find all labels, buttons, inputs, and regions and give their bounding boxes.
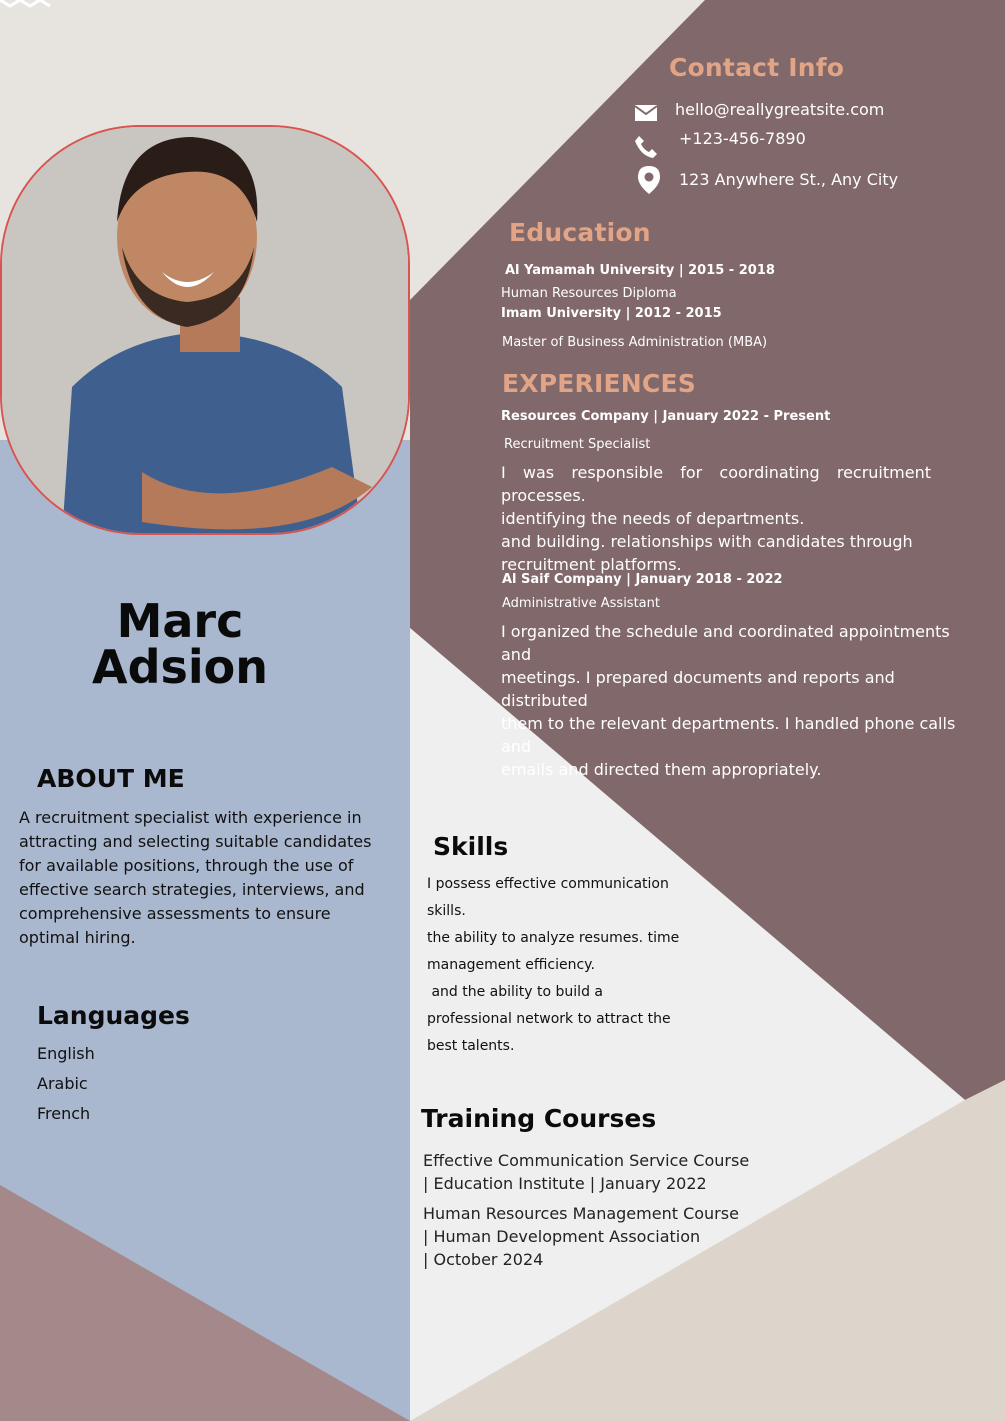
experience-1-line: recruitment platforms. (501, 555, 682, 574)
about-line: attracting and selecting suitable candidates (19, 832, 372, 851)
education-school-1: Al Yamamah University | 2015 - 2018 (505, 263, 775, 278)
education-heading: Education (509, 218, 651, 247)
training-line: Human Resources Management Course (423, 1204, 739, 1223)
training-line: Effective Communication Service Course (423, 1151, 750, 1170)
language-item: French (37, 1104, 91, 1123)
skill-line: management efficiency. (427, 957, 595, 973)
last-name: Adsion (91, 640, 269, 694)
skills-heading: Skills (433, 832, 509, 861)
training-course-1 (423, 1149, 749, 1195)
contact-heading: Contact Info (669, 53, 845, 82)
about-heading: ABOUT ME (37, 764, 185, 793)
location-pin-icon (636, 165, 662, 195)
experiences-heading: EXPERIENCES (502, 369, 696, 398)
profile-photo (0, 125, 410, 535)
language-item: Arabic (37, 1074, 88, 1093)
language-item: English (37, 1044, 95, 1063)
experience-2-line: them to the relevant departments. I handled phone calls and (501, 714, 956, 756)
skill-line: best talents. (427, 1038, 515, 1054)
training-line: | Human Development Association (423, 1227, 701, 1246)
training-line: | October 2024 (423, 1250, 544, 1269)
skill-line: I possess effective communication (427, 876, 669, 892)
about-line: for available positions, through the use of (19, 856, 354, 875)
about-text (19, 806, 399, 950)
training-heading: Training Courses (421, 1104, 657, 1133)
person-name (80, 594, 280, 694)
contact-email[interactable]: hello@reallygreatsite.com (675, 100, 885, 119)
experience-role-1: Recruitment Specialist (504, 437, 651, 452)
about-line: comprehensive assessments to ensure (19, 904, 331, 923)
education-degree-1: Human Resources Diploma (501, 286, 677, 301)
first-name: Marc (116, 594, 244, 648)
skill-line: and the ability to build a (427, 984, 603, 1000)
experience-1-line: identifying the needs of departments. (501, 509, 805, 528)
experience-description-1 (501, 461, 931, 576)
experience-2-line: emails and directed them appropriately. (501, 760, 822, 779)
contact-address: 123 Anywhere St., Any City (679, 170, 899, 189)
training-course-2 (423, 1202, 739, 1271)
training-line: | Education Institute | January 2022 (423, 1174, 707, 1193)
experience-company-2: Al Saif Company | January 2018 - 2022 (502, 572, 783, 587)
skill-line: skills. (427, 903, 466, 919)
education-school-2: Imam University | 2012 - 2015 (501, 306, 722, 321)
experience-2-line: I organized the schedule and coordinated appointments and (501, 622, 950, 664)
languages-heading: Languages (37, 1001, 190, 1030)
experience-company-1: Resources Company | January 2022 - Present (501, 409, 831, 424)
experience-2-line: meetings. I prepared documents and reports and distributed (501, 668, 895, 710)
skill-line: professional network to attract the (427, 1011, 671, 1027)
about-line: effective search strategies, interviews, and (19, 880, 365, 899)
skill-line: the ability to analyze resumes. time (427, 930, 680, 946)
experience-role-2: Administrative Assistant (502, 596, 660, 611)
experience-description-2 (501, 620, 971, 781)
education-degree-2: Master of Business Administration (MBA) (502, 335, 768, 350)
phone-icon (633, 133, 659, 159)
contact-phone[interactable]: +123-456-7890 (679, 129, 806, 148)
envelope-icon (633, 100, 659, 126)
about-line: optimal hiring. (19, 928, 136, 947)
experience-1-line: I was responsible for coordinating recruitment processes. (501, 463, 931, 505)
about-line: A recruitment specialist with experience in (19, 808, 362, 827)
experience-1-line: and building. relationships with candidates through (501, 532, 913, 551)
